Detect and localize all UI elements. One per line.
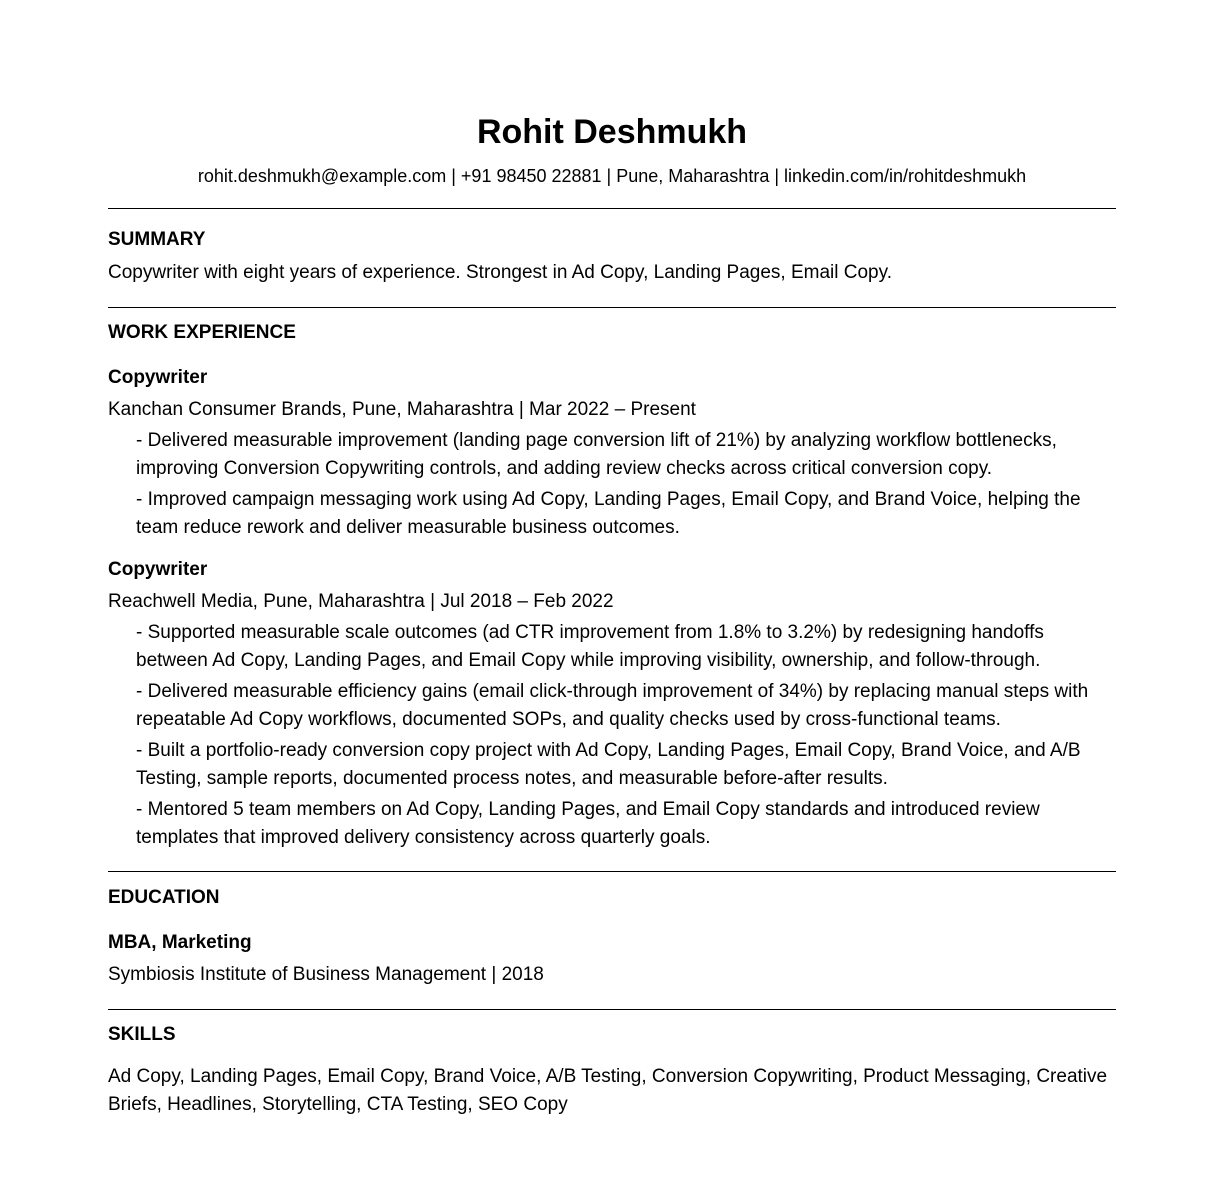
contact-line: rohit.deshmukh@example.com | +91 98450 22881 | Pune, Maharashtra | linkedin.com/in/rohitdeshmukh bbox=[197, 166, 1027, 186]
bullet-item: - Improved campaign messaging work using Ad Copy, Landing Pages, Email Copy, and Brand Voice, helping the team reduce rework and deliver measurable business outcomes. bbox=[136, 489, 1081, 538]
summary-section bbox=[108, 209, 1116, 287]
section-title-work-experience: WORK EXPERIENCE bbox=[108, 322, 296, 343]
work-experience-section bbox=[108, 308, 1116, 852]
school-year: Symbiosis Institute of Business Management | 2018 bbox=[108, 964, 544, 985]
job-entry bbox=[108, 364, 1116, 542]
job-title: Copywriter bbox=[108, 559, 208, 580]
job-company-dates: Reachwell Media, Pune, Maharashtra | Jul 2018 – Feb 2022 bbox=[108, 591, 614, 612]
job-bullets bbox=[108, 427, 1116, 542]
job-bullets bbox=[108, 619, 1116, 852]
section-title-education: EDUCATION bbox=[108, 887, 220, 908]
bullet-item: - Built a portfolio-ready conversion copy project with Ad Copy, Landing Pages, Email Copy, Brand Voice, and A/B Testing, sample reports, documented process notes, and measurable before-after results. bbox=[136, 740, 1081, 789]
job-title: Copywriter bbox=[108, 367, 208, 388]
section-title-skills: SKILLS bbox=[108, 1024, 176, 1045]
bullet-item: - Delivered measurable efficiency gains (email click-through improvement of 34%) by replacing manual steps with repeatable Ad Copy workflows, documented SOPs, and quality checks used by cross-functional teams. bbox=[136, 681, 1089, 730]
resume-content bbox=[108, 108, 1116, 1119]
degree: MBA, Marketing bbox=[108, 932, 252, 953]
section-title-summary: SUMMARY bbox=[108, 229, 206, 250]
job-company-dates: Kanchan Consumer Brands, Pune, Maharashtra | Mar 2022 – Present bbox=[108, 399, 696, 420]
bullet-item: - Mentored 5 team members on Ad Copy, Landing Pages, and Email Copy standards and introduced review templates that improved delivery consistency across quarterly goals. bbox=[136, 799, 1040, 848]
candidate-name: Rohit Deshmukh bbox=[476, 113, 748, 151]
education-section bbox=[108, 872, 1116, 989]
summary-text: Copywriter with eight years of experience. Strongest in Ad Copy, Landing Pages, Email Copy. bbox=[108, 262, 892, 283]
bullet-item: - Delivered measurable improvement (landing page conversion lift of 21%) by analyzing workflow bottlenecks, improving Conversion Copywriting controls, and adding review checks across critical conversion copy. bbox=[136, 430, 1057, 479]
skills-section bbox=[108, 1010, 1116, 1119]
bullet-item: - Supported measurable scale outcomes (ad CTR improvement from 1.8% to 3.2%) by redesigning handoffs between Ad Copy, Landing Pages, and Email Copy while improving visibility, ownership, and follow-through. bbox=[136, 622, 1044, 671]
skills-list: Ad Copy, Landing Pages, Email Copy, Brand Voice, A/B Testing, Conversion Copywriting, Product Messaging, Creative Briefs, Headlines, Storytelling, CTA Testing, SEO Copy bbox=[108, 1066, 1108, 1115]
job-entry bbox=[108, 556, 1116, 852]
